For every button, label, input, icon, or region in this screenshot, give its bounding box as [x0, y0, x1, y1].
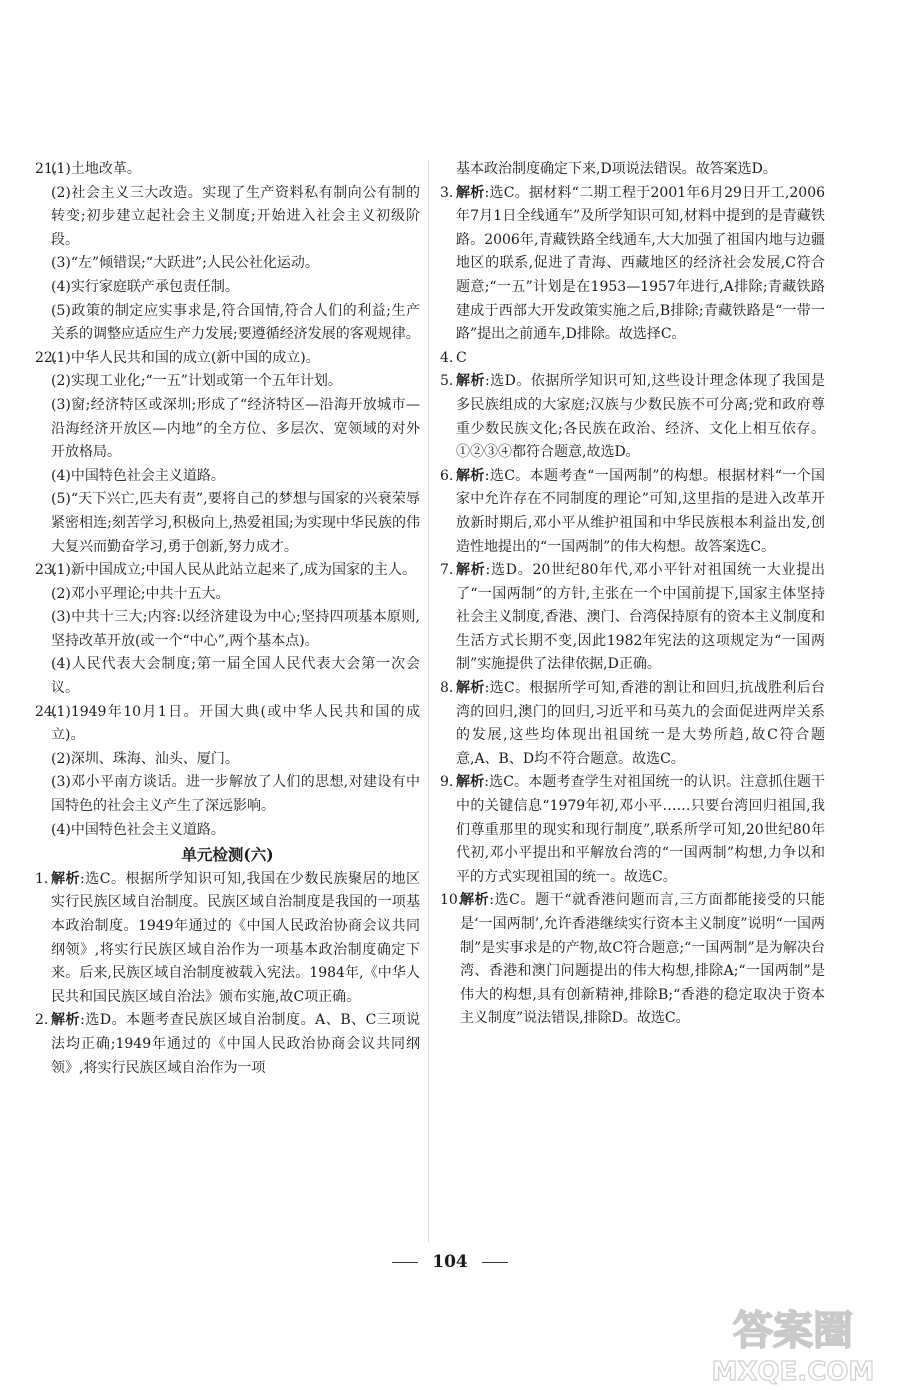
analysis-body: :选C。题干“就香港问题而言,三方面都能接受的只能是‘一国两制’,允许香港继续实行资本主义制度”说明“一国两制”是实事求是的产物,故C符合题意;“一国两制”是为解决台湾、香港和澳门问题提出的伟大构想,排除A;“一国两制”是伟大的构想,具有创新精神,排除B;“香港的稳定取决于资本主义制度”说法错误,排除D。故选C。 [460, 892, 825, 1027]
footer-dash-left [392, 1262, 418, 1263]
analysis-2 [35, 1009, 420, 1080]
item-number: 10. [440, 892, 463, 909]
item-number: 4. [440, 349, 454, 366]
analysis-text [456, 677, 825, 771]
analysis-3 [440, 182, 825, 347]
item-number: 7. [440, 562, 454, 579]
analysis-label: 解析 [456, 774, 485, 791]
analysis-2-continued [440, 158, 825, 182]
item-number: 9. [440, 774, 454, 791]
analysis-label: 解析 [456, 184, 485, 201]
answer-4 [440, 347, 825, 371]
answer-line: (3)邓小平南方谈话。进一步解放了人们的思想,对建设有中国特色的社会主义产生了深远影响。 [51, 774, 420, 815]
answer-line: (1)中华人民共和国的成立(新中国的成立)。 [51, 349, 320, 366]
analysis-label: 解析 [460, 892, 490, 909]
analysis-9 [440, 771, 825, 889]
answer-line: (3)中共十三大;内容:以经济建设为中心;坚持四项基本原则,坚持改革开放(或一个“中心”,两个基本点)。 [51, 609, 420, 649]
answer-line: (4)中国特色社会主义道路。 [51, 821, 225, 838]
item-number: 2. [35, 1012, 49, 1029]
answer-line: (3)“左”倾错误;“大跃进”;人民公社化运动。 [51, 255, 319, 272]
answer-22 [35, 347, 420, 559]
analysis-1 [35, 868, 420, 1010]
answer-line: (4)中国特色社会主义道路。 [51, 467, 225, 484]
left-column [35, 158, 420, 1080]
right-column [440, 158, 825, 1031]
section-title: 单元检测(六) [181, 845, 274, 865]
item-number: 3. [440, 184, 454, 201]
page-footer [0, 1252, 900, 1272]
watermark-logo-icon [698, 1300, 888, 1386]
answer-line: (1)新中国成立;中国人民从此站立起来了,成为国家的主人。 [51, 562, 416, 579]
watermark-logo-text: 答案圈 [733, 1308, 853, 1354]
item-number: 1. [35, 870, 49, 887]
answer-line: (4)人民代表大会制度;第一届全国人民代表大会第一次会议。 [51, 656, 420, 697]
watermark-logo [698, 1300, 888, 1386]
analysis-body: :选C。本题考查“一国两制”的构想。根据材料“一个国家中允许存在不同制度的理论”可知,这里指的是进入改革开放新时期后,邓小平从维护祖国和中华民族根本利益出发,创造性地提出的“一国两制”的伟大构想。故答案选C。 [456, 467, 825, 555]
answer-line: (2)社会主义三大改造。实现了生产资料私有制向公有制的转变;初步建立起社会主义制度;开始进入社会主义初级阶段。 [51, 184, 420, 248]
analysis-6 [440, 465, 825, 559]
item-number: 5. [440, 373, 454, 390]
answer-line: (1)1949年10月1日。开国大典(或中华人民共和国的成立)。 [51, 703, 420, 744]
analysis-text [456, 559, 825, 677]
analysis-7 [440, 559, 825, 677]
answer-21 [35, 158, 420, 347]
analysis-label: 解析 [456, 373, 485, 390]
analysis-body: :选D。20世纪80年代,邓小平针对祖国统一大业提出了“一国两制”的方针,主张在一个中国前提下,国家主体坚持社会主义制度,香港、澳门、台湾保持原有的资本主义制度和生活方式长期不变,因此1982年宪法的这项规定为“一国两制”实施提供了法律依据,D正确。 [456, 562, 826, 673]
analysis-text [456, 771, 825, 889]
analysis-body: 基本政治制度确定下来,D项说法错误。故答案选D。 [456, 161, 777, 177]
answer-line: (3)窗;经济特区或深圳;形成了“经济特区—沿海开放城市—沿海经济开放区—内地”的全方位、多层次、宽领域的对外开放格局。 [51, 396, 420, 461]
answer-line: (5)政策的制定应实事求是,符合国情,符合人们的利益;生产关系的调整应适应生产力发展;要遵循经济发展的客观规律。 [51, 302, 420, 343]
analysis-body: :选D。本题考查民族区域自治制度。A、B、C三项说法均正确;1949年通过的《中国人民政治协商会议共同纲领》,将实行民族区域自治作为一项 [51, 1012, 420, 1076]
analysis-text [51, 868, 420, 1010]
column-divider [428, 160, 429, 1242]
analysis-text [460, 889, 825, 1031]
analysis-label: 解析 [456, 467, 485, 484]
analysis-label: 解析 [51, 870, 81, 887]
answer-line: (2)实现工业化;“一五”计划或第一个五年计划。 [51, 373, 342, 390]
item-number: 22. [35, 349, 58, 366]
answer-line: (4)实行家庭联产承包责任制。 [51, 278, 239, 295]
answer-line: C [456, 349, 467, 366]
answer-24 [35, 701, 420, 843]
item-number: 21. [35, 161, 58, 177]
analysis-5 [440, 370, 825, 464]
analysis-label: 解析 [51, 1012, 81, 1029]
answer-line: (1)土地改革。 [51, 161, 141, 177]
item-number: 8. [440, 680, 454, 697]
analysis-text [456, 182, 825, 347]
footer-dash-right [482, 1262, 508, 1263]
item-number: 6. [440, 467, 454, 484]
analysis-label: 解析 [456, 562, 486, 579]
answer-line: (5)“天下兴亡,匹夫有责”,要将自己的梦想与国家的兴衰荣辱紧密相连;刻苦学习,积极向上,热爱祖国;为实现中华民族的伟大复兴而勤奋学习,勇于创新,努力成才。 [51, 491, 420, 555]
watermark-site-text: MXQE.COM [711, 1357, 875, 1386]
answer-line: (2)邓小平理论;中共十五大。 [51, 585, 230, 602]
analysis-text [456, 370, 825, 464]
answer-23 [35, 559, 420, 701]
analysis-10 [440, 889, 825, 1031]
analysis-body: :选C。据材料“二期工程于2001年6月29日开工,2006年7月1日全线通车”及所学知识可知,材料中提到的是青藏铁路。2006年,青藏铁路全线通车,大大加强了祖国内地与边疆地区的联系,促进了青海、西藏地区的经济社会发展,C符合题意;“一五”计划是在1953—1957年进行,A排除;青藏铁路建成于西部大开发政策实施之后,B排除;青藏铁路是“一带一路”提出之前通车,D排除。故选择C。 [456, 184, 826, 343]
analysis-body: :选C。本题考查学生对祖国统一的认识。注意抓住题干中的关键信息“1979年初,邓小平……只要台湾回归祖国,我们尊重那里的现实和现行制度”,联系所学可知,20世纪80年代初,邓小平提出和平解放台湾的“一国两制”构想,力争以和平的方式实现祖国的统一。故选C。 [456, 774, 825, 885]
analysis-label: 解析 [456, 680, 485, 697]
analysis-body: :选C。根据所学可知,香港的割让和回归,抗战胜利后台湾的回归,澳门的回归,习近平和马英九的会面促进两岸关系的发展,这些均体现出祖国统一是大势所趋,故C符合题意,A、B、D均不符合题意。故选C。 [456, 680, 826, 767]
analysis-text [456, 465, 825, 559]
analysis-body: :选D。依据所学知识可知,这些设计理念体现了我国是多民族组成的大家庭;汉族与少数民族不可分离;党和政府尊重少数民族文化;各民族在政治、经济、文化上相互依存。①②③④都符合题意,故选D。 [456, 373, 826, 461]
item-number: 24. [35, 703, 58, 720]
item-number: 23. [35, 562, 58, 579]
analysis-text [51, 1009, 420, 1080]
analysis-body: :选C。根据所学知识可知,我国在少数民族聚居的地区实行民族区域自治制度。民族区域自治制度是我国的一项基本政治制度。1949年通过的《中国人民政治协商会议共同纲领》,将实行民族区域自治作为一项基本政治制度确定下来。后来,民族区域自治制度被载入宪法。1984年,《中华人民共和国民族区域自治法》颁布实施,故C项正确。 [51, 870, 420, 1005]
page-number: 104 [432, 1252, 468, 1272]
analysis-8 [440, 677, 825, 771]
answer-line: (2)深圳、珠海、汕头、厦门。 [51, 750, 239, 767]
